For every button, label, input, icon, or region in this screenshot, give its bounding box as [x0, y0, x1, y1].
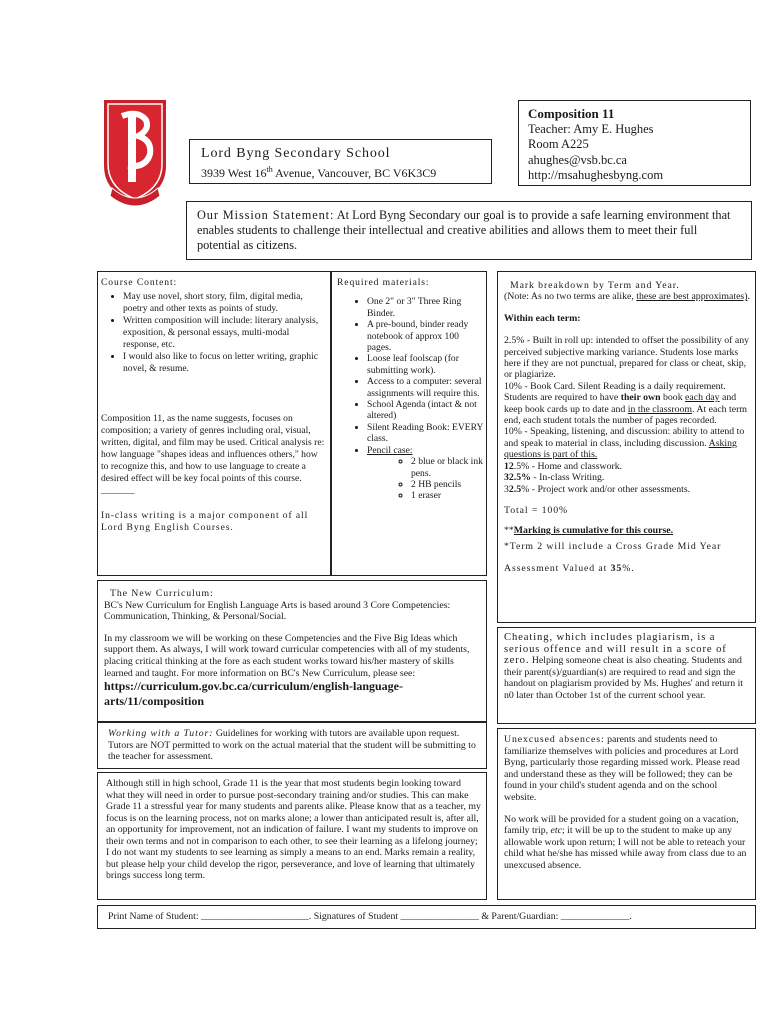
list-item: • Silent Reading Book: EVERY class.	[367, 422, 484, 445]
list-item: • One 2" or 3" Three Ring Binder.	[367, 296, 484, 319]
teacher-email[interactable]: ahughes@vsb.bc.ca	[528, 152, 627, 167]
school-info-box	[189, 139, 492, 184]
list-item: • School Agenda (intact & not altered)	[367, 399, 484, 422]
mark-total: Total = 100%	[504, 504, 569, 516]
mark-breakdown-box	[497, 271, 756, 623]
signature-line[interactable]: Print Name of Student: ______________________. Signatures of Student ________________ & Parent/Guardian: ______________.	[108, 911, 632, 922]
grade11-text: Although still in high school, Grade 11 is the year that most students begin looking toward what they will need in order to pursue post-secondary training and/or studies. This can make Grade 11 a stressful year for many students and parents alike. Please know that as a teacher, my focus is on the learning process, not on marks alone; a lower than anticipated result is, after all, an opportunity for improvement, not an indication of failure. I want my students to improve on their own terms and not in comparison to each other, to see their learning as a lifelong journey; I do not want my students to see learning as simply a means to an end. Marks remain a reality, but please help your child develop the rigor, perseverance, and love of learning that ultimately brings success long term.	[106, 778, 481, 881]
list-item: • May use novel, short story, film, digital media, poetry and other texts as points of study.	[123, 291, 326, 315]
room-number: Room A225	[528, 137, 589, 151]
signature-box	[97, 905, 756, 929]
list-item: ◦ 2 blue or black ink pens.	[411, 456, 484, 479]
absences-box	[497, 728, 756, 900]
teacher-website[interactable]: http://msahughesbyng.com	[528, 168, 664, 182]
mark-item-rollup: 2.5% - Built in roll up: intended to offset the possibility of any perceived subjective marking variance. Students lose marks here if they are not punctual, prepared for class or cheat, skip, or plagiarize.	[504, 335, 749, 381]
curriculum-heading: The New Curriculum:	[110, 588, 214, 599]
course-content-heading: Course Content:	[101, 277, 178, 288]
teacher-name: Teacher: Amy E. Hughes	[528, 121, 654, 136]
school-address: 3939 West 16th Avenue, Vancouver, BC V6K3C9	[201, 165, 437, 180]
tutor-box	[97, 722, 487, 769]
mission-statement-box	[186, 201, 752, 260]
list-item: • Pencil case: ◦ 2 blue or black ink pens. ◦ 2 HB pencils ◦ 1 eraser	[367, 445, 484, 502]
mark-item-speaking: 10% - Speaking, listening, and discussion: ability to attend to and speak to material in class, including discussion. Asking questions is part of this.	[504, 426, 745, 461]
cheating-label: Cheating, which includes plagiarism, is a serious offence and will result in a score of zero.	[504, 632, 727, 667]
mark-item-book-card: 10% - Book Card. Silent Reading is a daily requirement. Students are required to have their own book each day and keep book cards up to date and in the classroom. At each term end, each student totals the number of pages recorded.	[504, 380, 747, 427]
underline-line: _______	[101, 485, 135, 496]
list-item: • A pre-bound, binder ready notebook of approx 100 pages.	[367, 319, 484, 353]
required-materials-box	[331, 271, 487, 576]
cumulative-note: **Marking is cumulative for this course.	[504, 525, 674, 537]
mission-label: Our Mission Statement:	[197, 208, 335, 222]
term2-note: *Term 2 will include a Cross Grade Mid Year	[504, 540, 722, 552]
list-item: • Access to a computer: several assignments will require this.	[367, 376, 484, 399]
school-name: Lord Byng Secondary School	[201, 146, 391, 161]
materials-heading: Required materials:	[337, 277, 430, 288]
mark-item-projects: 32.5% - Project work and/or other assessments.	[504, 483, 691, 495]
list-item: • Written composition will include: literary analysis, exposition, & personal essays, multi-modal response, etc.	[123, 315, 326, 351]
course-info-box	[518, 100, 751, 186]
absences-p1: Unexcused absences: parents and students need to familiarize themselves with policies and procedures at Lord Byng, particularly those regarding missed work. Please read and understand these as they will be followed; they can be found in your child's student agenda and on the school website.	[504, 734, 740, 803]
pencil-case-list	[367, 456, 484, 502]
cheating-box	[497, 627, 756, 724]
in-class-writing-note: In-class writing is a major component of all Lord Byng English Courses.	[101, 510, 309, 533]
curriculum-detail: In my classroom we will be working on these Competencies and the Five Big Ideas which support them. As always, I will work toward curricular competencies with all of my students, placing critical thinking at the fore as each student works toward his/her mastery of skills learned and taught. For more information on BC's New Curriculum, please see: https://curriculum.gov.bc.ca/curriculum/english-language-arts/11/composition	[104, 632, 470, 708]
tutor-label: Working with a Tutor:	[108, 728, 214, 739]
list-item: • I would also like to focus on letter writing, graphic novel, & resume.	[123, 351, 326, 375]
curriculum-intro: BC's New Curriculum for English Language Arts is based around 3 Core Competencies: Communication, Thinking, & Personal/Social.	[104, 599, 451, 623]
course-description: Composition 11, as the name suggests, focuses on composition; a variety of genres including oral, visual, written, digital, and film may be used. Critical analysis re: how language "shapes ideas and influences others," how to recognize this, and how to use language to create a desired effect will be key focal points of this course.	[101, 413, 325, 484]
within-term-heading: Within each term:	[504, 312, 581, 324]
mark-note: (Note: As no two terms are alike, these are best approximates).	[504, 291, 750, 303]
mark-item-in-class-writing: 32.5% - In-class Writing.	[504, 472, 605, 484]
list-item: • Loose leaf foolscap (for submitting work).	[367, 353, 484, 376]
new-curriculum-box	[97, 580, 487, 722]
cheating-text: Helping someone cheat is also cheating. Students and their parent(s)/guardian(s) are required to read and sign the handout on plagiarism provided by Ms. Hughes' and return it n0 later than October 1st of the current school year.	[504, 655, 744, 701]
mark-breakdown-heading: Mark breakdown by Term and Year.	[510, 280, 680, 291]
course-content-box	[97, 271, 331, 576]
list-item: ◦ 2 HB pencils	[411, 479, 484, 490]
crest-icon	[98, 96, 172, 214]
curriculum-link[interactable]: https://curriculum.gov.bc.ca/curriculum/english-language-arts/11/composition	[104, 679, 403, 708]
tutor-text: Guidelines for working with tutors are available upon request. Tutors are NOT permitted to work on the actual material that the student will be submitting to the teacher for assessment.	[108, 728, 476, 763]
course-title: Composition 11	[528, 106, 615, 121]
grade11-box	[97, 772, 487, 900]
absences-p2: No work will be provided for a student going on a vacation, family trip, etc; it will be up to the student to make up any allowable work upon return; I will not be able to reteach your child what he/she has missed while away from class due to an unexcused absence.	[504, 813, 747, 871]
assessment-note: Assessment Valued at 35%.	[504, 563, 635, 575]
mark-item-homework: 12.5% - Home and classwork.	[504, 460, 623, 472]
course-content-list	[101, 291, 326, 375]
school-crest-logo	[98, 96, 172, 214]
materials-list	[337, 296, 484, 501]
mission-text: At Lord Byng Secondary our goal is to provide a safe learning environment that enables students to challenge their intellectual and creative abilities and allows them to meet their full potential as citizens.	[197, 208, 731, 252]
list-item: ◦ 1 eraser	[411, 490, 484, 501]
